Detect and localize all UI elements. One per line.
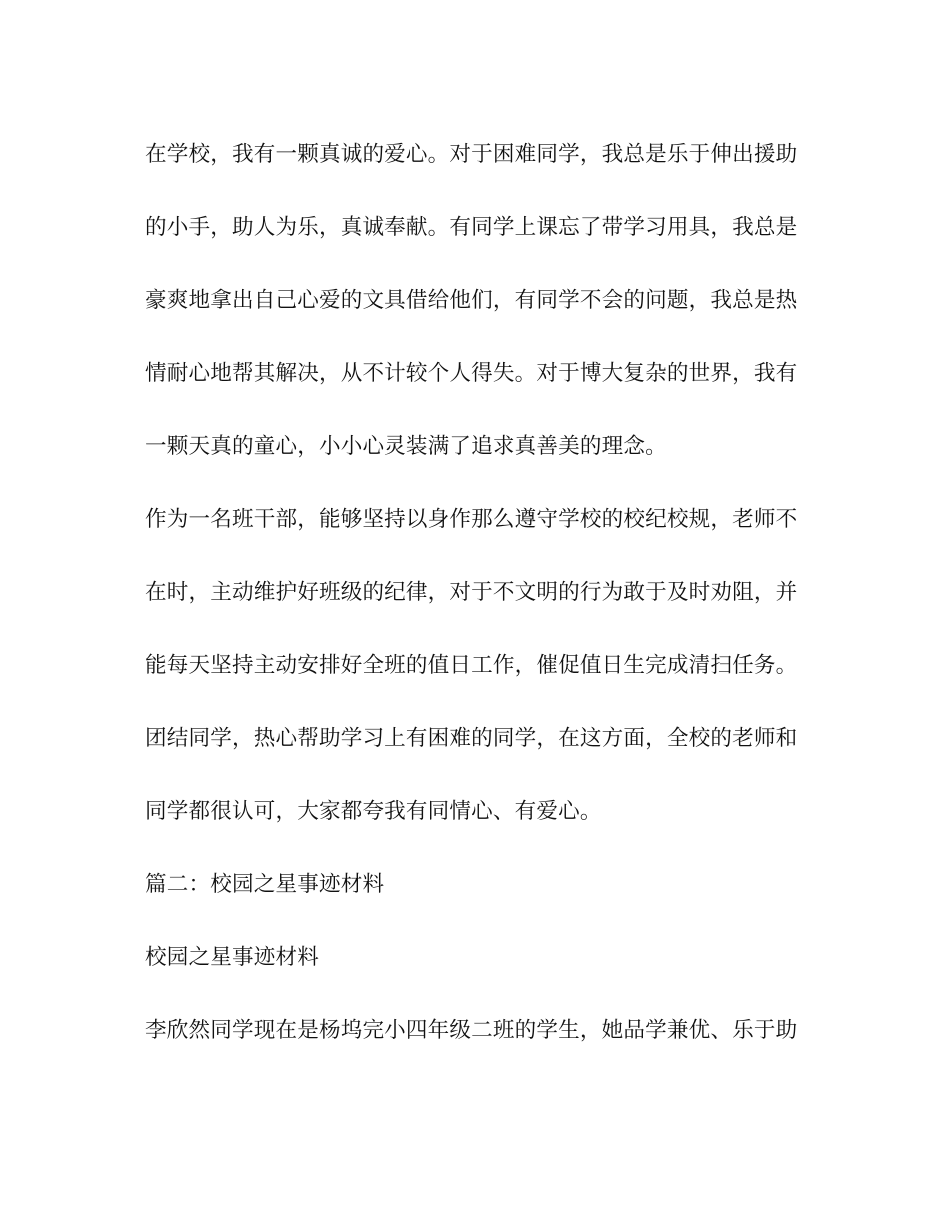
text-line-6: 作为一名班干部，能够坚持以身作那么遵守学校的校纪校规，老师不 — [145, 507, 798, 532]
subsection-heading: 校园之星事迹材料 — [145, 945, 319, 970]
text-line-3: 豪爽地拿出自己心爱的文具借给他们，有同学不会的问题，我总是热 — [145, 288, 798, 313]
text-line-4: 情耐心地帮其解决，从不计较个人得失。对于博大复杂的世界，我有 — [145, 361, 798, 386]
text-line-7: 在时，主动维护好班级的纪律，对于不文明的行为敢于及时劝阻，并 — [145, 580, 798, 605]
text-line-5: 一颗天真的童心，小小心灵装满了追求真善美的理念。 — [145, 434, 667, 459]
text-line-1: 在学校，我有一颗真诚的爱心。对于困难同学，我总是乐于伸出援助 — [145, 142, 798, 167]
text-line-2: 的小手，助人为乐，真诚奉献。有同学上课忘了带学习用具，我总是 — [145, 215, 798, 240]
text-line-8: 能每天坚持主动安排好全班的值日工作，催促值日生完成清扫任务。 — [145, 653, 798, 678]
section-heading: 篇二：校园之星事迹材料 — [145, 872, 385, 897]
text-line-13: 李欣然同学现在是杨坞完小四年级二班的学生，她品学兼优、乐于助 — [145, 1018, 798, 1043]
text-line-10: 同学都很认可，大家都夸我有同情心、有爱心。 — [145, 799, 602, 824]
text-line-9: 团结同学，热心帮助学习上有困难的同学，在这方面，全校的老师和 — [145, 726, 798, 751]
